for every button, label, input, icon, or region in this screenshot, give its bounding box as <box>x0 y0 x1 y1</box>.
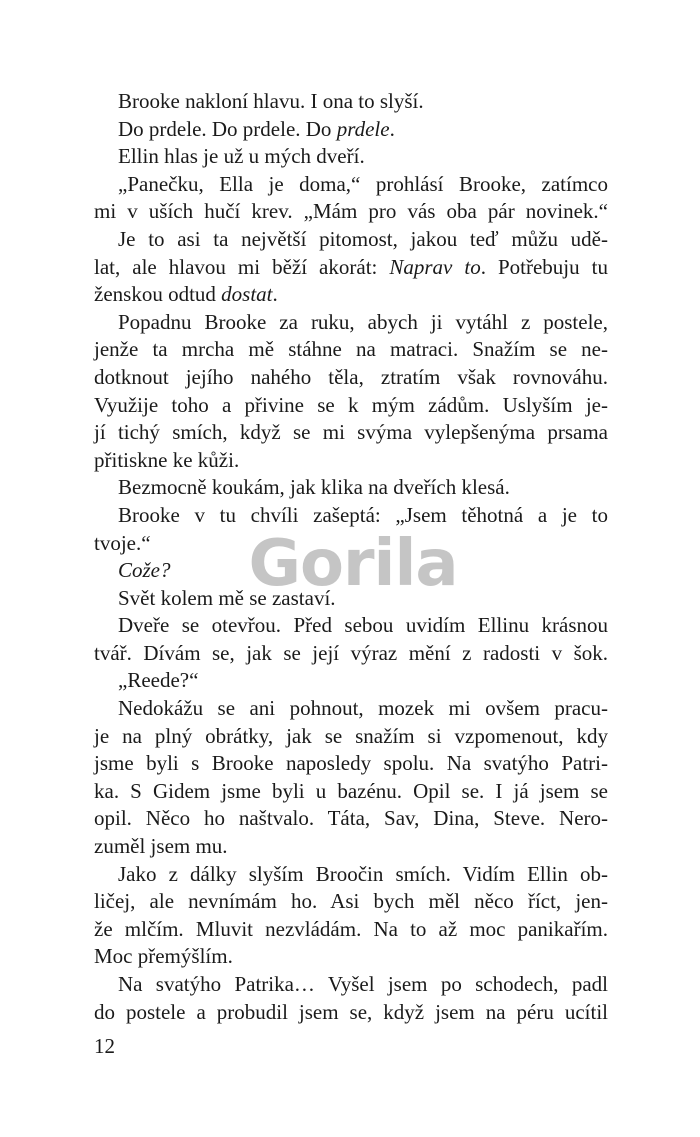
text-line <box>94 833 608 861</box>
text-span: ženskou odtud <box>94 282 222 307</box>
text-line <box>94 419 608 447</box>
text-line <box>94 474 608 502</box>
text-line <box>94 198 608 226</box>
text-line <box>94 281 608 309</box>
text-line <box>94 309 608 337</box>
text-line <box>94 557 608 585</box>
text-line <box>94 226 608 254</box>
text-line <box>94 364 608 392</box>
text-line <box>94 695 608 723</box>
text-span: zuměl jsem mu. <box>94 834 228 859</box>
text-line <box>94 667 608 695</box>
body-text <box>94 88 608 1026</box>
text-line <box>94 502 608 530</box>
text-span: Moc přemýšlím. <box>94 944 233 969</box>
text-span: ka. S Gidem jsme byli u bazénu. Opil se. I já jsem se <box>94 778 608 803</box>
text-span: „Reede?“ <box>118 668 199 693</box>
text-span: přitiskne ke kůži. <box>94 447 240 472</box>
text-span: Dveře se otevřou. Před sebou uvidím Ellinu krásnou <box>118 613 608 638</box>
text-line <box>94 392 608 420</box>
text-line <box>94 723 608 751</box>
text-span: opil. Něco ho naštvalo. Táta, Sav, Dina, Steve. Nero- <box>94 806 608 831</box>
text-span: lat, ale hlavou mi běží akorát: <box>94 254 390 279</box>
text-line <box>94 530 608 558</box>
text-span: do postele a probudil jsem se, když jsem na péru ucítil <box>94 999 608 1024</box>
text-span: Popadnu Brooke za ruku, abych ji vytáhl z postele, <box>118 309 608 334</box>
text-line <box>94 585 608 613</box>
text-span: Do prdele. Do prdele. Do <box>118 116 337 141</box>
italic-text: dostat <box>221 282 273 307</box>
text-line <box>94 778 608 806</box>
text-span: . Potřebuju tu <box>480 254 608 279</box>
text-line <box>94 612 608 640</box>
text-line <box>94 943 608 971</box>
text-span: jsme byli s Brooke naposledy spolu. Na svatýho Patri- <box>94 751 608 776</box>
text-span: „Panečku, Ella je doma,“ prohlásí Brooke, zatímco <box>118 171 608 196</box>
text-line <box>94 336 608 364</box>
text-span: . <box>389 116 395 141</box>
text-line <box>94 254 608 282</box>
italic-text: prdele <box>336 116 390 141</box>
text-line <box>94 999 608 1027</box>
text-span: jí tichý smích, když se mi svýma vylepšenýma prsama <box>94 420 608 445</box>
text-line <box>94 171 608 199</box>
page-number: 12 <box>94 1034 115 1058</box>
text-span: Bezmocně koukám, jak klika na dveřích klesá. <box>118 475 510 500</box>
text-span: tvoje.“ <box>94 530 151 555</box>
text-line <box>94 116 608 144</box>
text-span: Brooke v tu chvíli zašeptá: „Jsem těhotná a je to <box>118 502 608 527</box>
gorila-watermark: Gorila <box>248 527 458 601</box>
text-line <box>94 888 608 916</box>
text-line <box>94 750 608 778</box>
text-line <box>94 143 608 171</box>
text-span: mi v uších hučí krev. „Mám pro vás oba pár novinek.“ <box>94 199 608 224</box>
text-line <box>94 861 608 889</box>
text-span: jenže ta mrcha mě stáhne na matraci. Snažím se ne- <box>94 337 608 362</box>
italic-text: Naprav to <box>389 254 481 279</box>
text-line <box>94 88 608 116</box>
text-line <box>94 640 608 668</box>
text-span: že mlčím. Mluvit nezvládám. Na to až moc panikařím. <box>94 916 608 941</box>
text-line <box>94 916 608 944</box>
text-span: ličej, ale nevnímám ho. Asi bych měl něco říct, jen- <box>94 889 608 914</box>
text-span: Ellin hlas je už u mých dveří. <box>118 144 365 169</box>
text-line <box>94 805 608 833</box>
text-span: dotknout jejího nahého těla, ztratím však rovnováhu. <box>94 364 608 389</box>
text-span: . <box>272 282 278 307</box>
text-line <box>94 447 608 475</box>
text-span: Je to asi ta největší pitomost, jakou teď můžu udě- <box>118 226 608 251</box>
text-span: tvář. Dívám se, jak se její výraz mění z radosti v šok. <box>94 640 608 665</box>
text-span: Nedokážu se ani pohnout, mozek mi ovšem pracu- <box>118 696 608 721</box>
text-span: Využije toho a přivine se k mým zádům. Uslyším je- <box>94 392 608 417</box>
text-span: je na plný obrátky, jak se snažím si vzpomenout, kdy <box>94 723 608 748</box>
text-span: Svět kolem mě se zastaví. <box>118 585 336 610</box>
text-span: Jako z dálky slyším Broočin smích. Vidím Ellin ob- <box>118 861 608 886</box>
text-span: Na svatýho Patrika… Vyšel jsem po schodech, padl <box>118 972 608 996</box>
italic-text: Cože? <box>118 558 171 583</box>
text-span: Brooke nakloní hlavu. I ona to slyší. <box>118 89 424 113</box>
text-line <box>94 971 608 999</box>
